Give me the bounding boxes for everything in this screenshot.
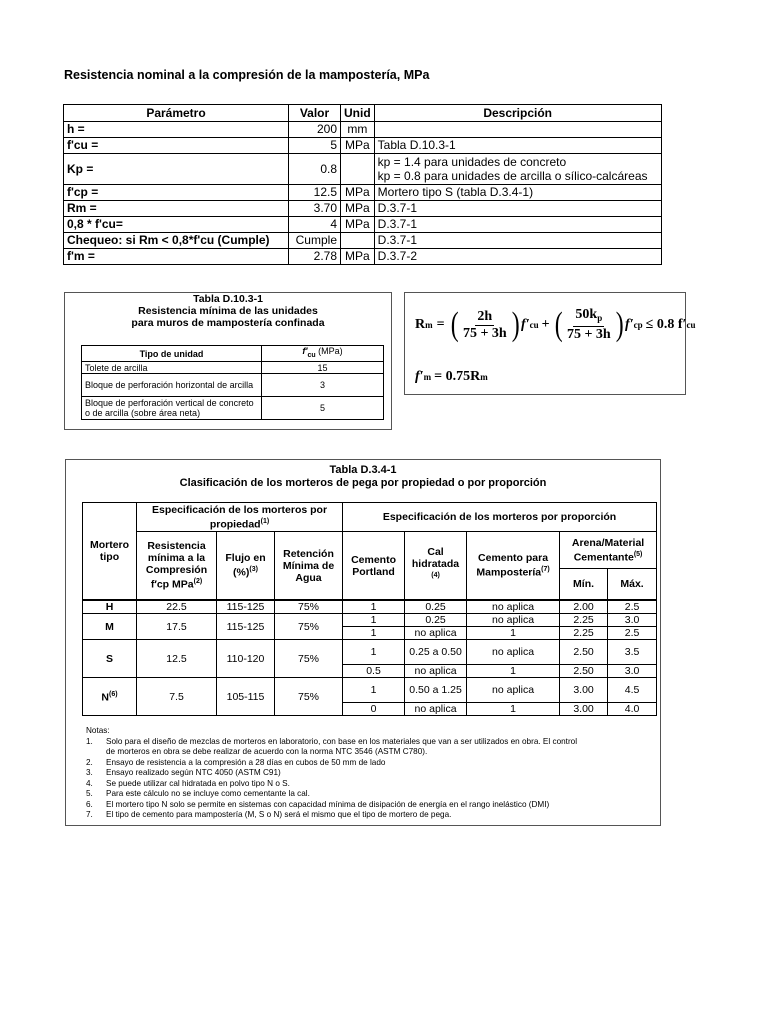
unit-cell: MPa bbox=[341, 138, 375, 154]
note-text: Ensayo de resistencia a la compresión a 28 días en cubos de 50 mm de lado bbox=[106, 757, 386, 767]
num2-text: 50k bbox=[575, 307, 598, 322]
cemento-cell: 1 bbox=[343, 640, 405, 665]
note-item bbox=[86, 779, 656, 790]
retencion-cell: 75% bbox=[275, 678, 343, 716]
header-min: Mín. bbox=[560, 569, 608, 601]
min-cell: 2.25 bbox=[560, 614, 608, 627]
cal-cell: 0.50 a 1.25 bbox=[405, 678, 467, 703]
rm-symbol: R bbox=[415, 317, 426, 332]
mortero-tipo-text: N bbox=[101, 691, 110, 704]
cal-cell: no aplica bbox=[405, 665, 467, 678]
min-cell: 2.25 bbox=[560, 627, 608, 640]
d34-table bbox=[82, 502, 657, 716]
notes bbox=[86, 726, 656, 821]
fraction-1-den: 75 + 3h bbox=[462, 325, 507, 341]
max-cell: 2.5 bbox=[608, 600, 657, 614]
formula-rm bbox=[415, 307, 695, 343]
min-cell: 2.00 bbox=[560, 600, 608, 614]
le-expression: ≤ 0.8 f′ bbox=[645, 317, 687, 332]
cemento-cell: 0 bbox=[343, 703, 405, 716]
header-cem-mamp-text: Cemento para Mampostería bbox=[476, 552, 549, 579]
desc-cell: D.3.7-1 bbox=[374, 217, 661, 233]
max-cell: 4.0 bbox=[608, 703, 657, 716]
d34-title-line-1: Tabla D.3.4-1 bbox=[329, 464, 397, 476]
d34-header-row-1 bbox=[83, 503, 657, 532]
table-row bbox=[64, 185, 662, 201]
header-arena-text: Arena/Material Cementante bbox=[571, 536, 645, 564]
table-row bbox=[82, 397, 384, 420]
header-propiedad-sup: (1) bbox=[260, 517, 270, 525]
table-row bbox=[64, 233, 662, 249]
value-cell: 0.8 bbox=[289, 154, 341, 185]
fcu-symbol: f′ bbox=[302, 346, 308, 356]
paren-open: ( bbox=[554, 306, 563, 343]
num2-subscript: p bbox=[597, 313, 603, 323]
table-d103-image bbox=[64, 292, 392, 430]
equals-sign: = bbox=[436, 317, 445, 332]
note-number: 6. bbox=[86, 799, 93, 809]
header-arena-sup: (5) bbox=[633, 550, 643, 558]
header-propiedad bbox=[137, 503, 343, 532]
value-cell: 12.5 bbox=[289, 185, 341, 201]
min-cell: 2.50 bbox=[560, 665, 608, 678]
d103-header-tipo: Tipo de unidad bbox=[82, 346, 262, 362]
value-cell: Cumple bbox=[289, 233, 341, 249]
table-row bbox=[83, 614, 657, 627]
min-cell: 2.50 bbox=[560, 640, 608, 665]
note-number: 7. bbox=[86, 810, 93, 819]
unit-cell: MPa bbox=[341, 217, 375, 233]
param-cell: Rm = bbox=[64, 201, 289, 217]
d34-header-row-2 bbox=[83, 532, 657, 569]
fm-subscript: m bbox=[423, 372, 432, 382]
parameters-table bbox=[63, 104, 662, 265]
desc-cell: Tabla D.10.3-1 bbox=[374, 138, 661, 154]
header-valor: Valor bbox=[289, 105, 341, 122]
cem-mamp-cell: no aplica bbox=[467, 678, 560, 703]
desc-cell bbox=[374, 122, 661, 138]
note-item bbox=[86, 758, 656, 769]
unit-cell: MPa bbox=[341, 201, 375, 217]
header-resistencia bbox=[137, 532, 217, 601]
note-number: 1. bbox=[86, 736, 93, 746]
header-cem-mamp-sup: (7) bbox=[541, 566, 550, 574]
header-arena bbox=[560, 532, 657, 569]
desc-cell bbox=[374, 154, 661, 185]
cal-cell: no aplica bbox=[405, 703, 467, 716]
cemento-cell: 0.5 bbox=[343, 665, 405, 678]
max-cell: 4.5 bbox=[608, 678, 657, 703]
value-cell: 200 bbox=[289, 122, 341, 138]
header-propiedad-text: Especificación de los morteros por propiedad bbox=[151, 503, 328, 531]
mortero-tipo-cell: S bbox=[83, 640, 137, 678]
note-text: Se puede utilizar cal hidratada en polvo tipo N o S. bbox=[106, 778, 290, 788]
fcp-subscript: cp bbox=[633, 320, 643, 330]
param-cell: f'cp = bbox=[64, 185, 289, 201]
fcu-subscript: cu bbox=[307, 352, 316, 359]
fraction-2 bbox=[565, 307, 613, 343]
header-max: Máx. bbox=[608, 569, 657, 601]
d103-header-row bbox=[82, 346, 384, 362]
note-item bbox=[86, 737, 656, 748]
cem-mamp-cell: no aplica bbox=[467, 600, 560, 614]
retencion-cell: 75% bbox=[275, 614, 343, 640]
desc-line-1: kp = 1.4 para unidades de concreto bbox=[377, 155, 567, 169]
table-row bbox=[64, 138, 662, 154]
max-cell: 3.0 bbox=[608, 665, 657, 678]
d103-title-line-3: para muros de mampostería confinada bbox=[131, 317, 325, 329]
resistencia-cell: 17.5 bbox=[137, 614, 217, 640]
le-subscript: cu bbox=[686, 320, 696, 330]
table-row bbox=[83, 600, 657, 614]
header-descripcion: Descripción bbox=[374, 105, 661, 122]
value-cell: 4 bbox=[289, 217, 341, 233]
retencion-cell: 75% bbox=[275, 640, 343, 678]
parameters-header-row bbox=[64, 105, 662, 122]
d103-val-cell: 5 bbox=[262, 397, 384, 420]
fcu-unit: (MPa) bbox=[318, 346, 343, 356]
header-cemento-mamposteria bbox=[467, 532, 560, 601]
param-cell: h = bbox=[64, 122, 289, 138]
table-row bbox=[82, 362, 384, 374]
note-item bbox=[86, 810, 656, 821]
cal-cell: 0.25 a 0.50 bbox=[405, 640, 467, 665]
note-item bbox=[86, 789, 656, 800]
paren-open: ( bbox=[450, 306, 459, 343]
header-mortero: Mortero tipo bbox=[83, 503, 137, 601]
fcu-subscript: cu bbox=[529, 320, 539, 330]
formula-fm bbox=[415, 369, 488, 385]
flujo-cell: 110-120 bbox=[217, 640, 275, 678]
note-item bbox=[86, 800, 656, 811]
d103-title-line-2: Resistencia mínima de las unidades bbox=[138, 305, 318, 317]
flujo-cell: 115-125 bbox=[217, 614, 275, 640]
cemento-cell: 1 bbox=[343, 678, 405, 703]
mortero-tipo-cell bbox=[83, 678, 137, 716]
desc-cell: Mortero tipo S (tabla D.3.4-1) bbox=[374, 185, 661, 201]
cal-cell: no aplica bbox=[405, 627, 467, 640]
unit-cell: mm bbox=[341, 122, 375, 138]
cemento-cell: 1 bbox=[343, 600, 405, 614]
fm-symbol: f′ bbox=[415, 369, 424, 384]
d103-header-fcu bbox=[262, 346, 384, 362]
note-item bbox=[86, 768, 656, 779]
note-text: Solo para el diseño de mezclas de morteros en laboratorio, con base en los materiales que van a ser utilizados en obra. El control bbox=[106, 736, 578, 746]
fraction-1-num: 2h bbox=[477, 308, 493, 324]
note-item bbox=[86, 747, 656, 758]
d34-title bbox=[66, 464, 660, 490]
table-row bbox=[64, 201, 662, 217]
cal-cell: 0.25 bbox=[405, 600, 467, 614]
header-flujo-text: Flujo en (%) bbox=[225, 552, 266, 579]
flujo-cell: 115-125 bbox=[217, 600, 275, 614]
fcp-symbol: f′ bbox=[625, 317, 634, 332]
d103-val-cell: 3 bbox=[262, 374, 384, 397]
d103-tipo-cell: Tolete de arcilla bbox=[82, 362, 262, 374]
cem-mamp-cell: no aplica bbox=[467, 614, 560, 627]
unit-cell: MPa bbox=[341, 249, 375, 265]
desc-cell: D.3.7-2 bbox=[374, 249, 661, 265]
paren-close: ) bbox=[615, 306, 624, 343]
param-cell: Kp = bbox=[64, 154, 289, 185]
fraction-2-den: 75 + 3h bbox=[566, 327, 611, 342]
note-text: El tipo de cemento para mampostería (M, S o N) será el mismo que el tipo de mortero de pega. bbox=[106, 810, 452, 819]
value-cell: 5 bbox=[289, 138, 341, 154]
paren-close: ) bbox=[511, 306, 520, 343]
d34-title-line-2: Clasificación de los morteros de pega por propiedad o por proporción bbox=[179, 477, 547, 489]
note-number: 4. bbox=[86, 778, 93, 788]
table-d34-image bbox=[65, 459, 661, 826]
desc-line-2: kp = 0.8 para unidades de arcilla o sílico-calcáreas bbox=[377, 169, 648, 183]
header-unid: Unid bbox=[341, 105, 375, 122]
retencion-cell: 75% bbox=[275, 600, 343, 614]
note-number bbox=[86, 747, 106, 758]
max-cell: 2.5 bbox=[608, 627, 657, 640]
max-cell: 3.5 bbox=[608, 640, 657, 665]
table-row bbox=[83, 678, 657, 703]
fcu-symbol: f′ bbox=[521, 317, 530, 332]
mortero-tipo-cell: M bbox=[83, 614, 137, 640]
fm-eq-subscript: m bbox=[480, 372, 488, 382]
header-flujo bbox=[217, 532, 275, 601]
mortero-tipo-sup: (6) bbox=[109, 691, 118, 699]
fraction-1 bbox=[461, 309, 509, 342]
param-cell: f'cu = bbox=[64, 138, 289, 154]
header-proporcion: Especificación de los morteros por proporción bbox=[343, 503, 657, 532]
cemento-cell: 1 bbox=[343, 627, 405, 640]
note-text: Para este cálculo no se incluye como cementante la cal. bbox=[106, 789, 310, 798]
d103-tipo-cell: Bloque de perforación horizontal de arcilla bbox=[82, 374, 262, 397]
cem-mamp-cell: 1 bbox=[467, 627, 560, 640]
value-cell: 2.78 bbox=[289, 249, 341, 265]
fm-expression: = 0.75R bbox=[434, 369, 481, 384]
value-cell: 3.70 bbox=[289, 201, 341, 217]
table-row bbox=[64, 122, 662, 138]
flujo-cell: 105-115 bbox=[217, 678, 275, 716]
d103-val-cell: 15 bbox=[262, 362, 384, 374]
fraction-2-num bbox=[573, 307, 604, 327]
header-cemento-portland: Cemento Portland bbox=[343, 532, 405, 601]
param-cell: f'm = bbox=[64, 249, 289, 265]
table-row bbox=[64, 154, 662, 185]
desc-cell: D.3.7-1 bbox=[374, 201, 661, 217]
param-cell: 0,8 * f'cu= bbox=[64, 217, 289, 233]
note-number: 5. bbox=[86, 789, 93, 798]
note-text: Ensayo realizado según NTC 4050 (ASTM C91) bbox=[106, 768, 281, 777]
plus-sign: + bbox=[541, 317, 550, 332]
cem-mamp-cell: 1 bbox=[467, 665, 560, 678]
resistencia-cell: 22.5 bbox=[137, 600, 217, 614]
note-text: de morteros en obra se debe realizar de acuerdo con la norma NTC 3546 (ASTM C780). bbox=[106, 747, 428, 756]
rm-subscript: m bbox=[425, 320, 433, 330]
max-cell: 3.0 bbox=[608, 614, 657, 627]
d103-title-line-1: Tabla D.10.3-1 bbox=[193, 293, 263, 305]
cal-cell: 0.25 bbox=[405, 614, 467, 627]
table-row bbox=[64, 249, 662, 265]
table-row bbox=[64, 217, 662, 233]
header-resistencia-text: Resistencia mínima a la Compresión bbox=[145, 540, 208, 577]
d103-tipo-cell: Bloque de perforación vertical de concreto o de arcilla (sobre área neta) bbox=[82, 397, 262, 420]
d103-table bbox=[81, 345, 384, 420]
table-row bbox=[83, 640, 657, 665]
min-cell: 3.00 bbox=[560, 678, 608, 703]
table-row bbox=[82, 374, 384, 397]
header-flujo-sup: (3) bbox=[249, 566, 258, 574]
header-resistencia-sup: (2) bbox=[193, 578, 203, 586]
min-cell: 3.00 bbox=[560, 703, 608, 716]
param-cell: Chequeo: si Rm < 0,8*f'cu (Cumple) bbox=[64, 233, 289, 249]
cem-mamp-cell: no aplica bbox=[467, 640, 560, 665]
header-parametro: Parámetro bbox=[64, 105, 289, 122]
header-cal-text: Cal hidratada bbox=[411, 546, 460, 571]
resistencia-cell: 7.5 bbox=[137, 678, 217, 716]
desc-cell: D.3.7-1 bbox=[374, 233, 661, 249]
unit-cell: MPa bbox=[341, 185, 375, 201]
notes-title: Notas: bbox=[86, 726, 110, 735]
header-cal-sup: (4) bbox=[431, 572, 440, 580]
page-title: Resistencia nominal a la compresión de la mampostería, MPa bbox=[64, 68, 430, 82]
unit-cell bbox=[341, 233, 375, 249]
note-text: El mortero tipo N solo se permite en sistemas con capacidad mínima de disipación de energía en el rango inelástico (DMI) bbox=[106, 799, 550, 809]
unit-cell bbox=[341, 154, 375, 185]
header-retencion: Retención Mínima de Agua bbox=[275, 532, 343, 601]
note-number: 2. bbox=[86, 757, 93, 767]
mortero-tipo-cell: H bbox=[83, 600, 137, 614]
formula-image bbox=[404, 292, 696, 395]
d103-title bbox=[65, 293, 391, 329]
cemento-cell: 1 bbox=[343, 614, 405, 627]
header-resistencia-unit: f′cp MPa bbox=[150, 578, 194, 591]
note-number: 3. bbox=[86, 768, 93, 777]
resistencia-cell: 12.5 bbox=[137, 640, 217, 678]
cem-mamp-cell: 1 bbox=[467, 703, 560, 716]
header-cal-hidratada bbox=[405, 532, 467, 601]
